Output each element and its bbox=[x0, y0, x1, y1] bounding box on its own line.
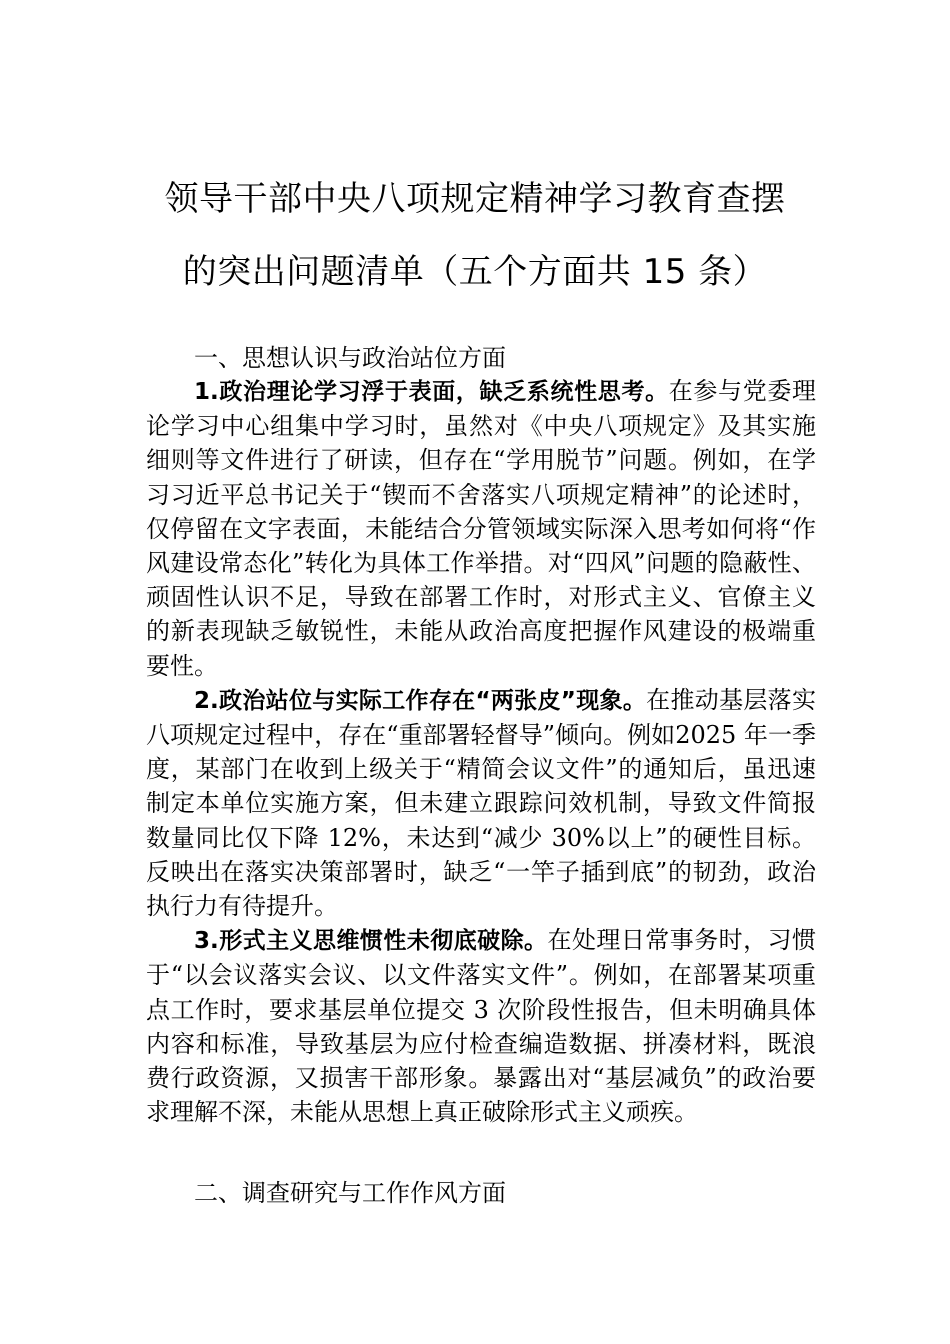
issue-item-1-text: 在参与党委理论学习中心组集中学习时，虽然对《中央八项规定》及其实施细则等文件进行了研读，但存在“学用脱节”问题。例如，在学习习近平总书记关于“锲而不舍落实八项规定精神”的论述时，仅停留在文字表面，未能结合分管领域实际深入思考如何将“作风建设常态化”转化为具体工作举措。对“四风”问题的隐蔽性、顽固性认识不足，导致在部署工作时，对形式主义、官僚主义的新表现缺乏敏锐性，未能从政治高度把握作风建设的极端重要性。 bbox=[146, 377, 816, 680]
issue-item-3-lead: 3.形式主义思维惯性未彻底破除。 bbox=[194, 928, 548, 955]
issue-item-3 bbox=[146, 923, 816, 1129]
section-heading-1: 一、思想认识与政治站位方面 bbox=[194, 344, 506, 372]
document-title-line-2: 的突出问题清单（五个方面共 15 条） bbox=[182, 252, 768, 292]
issue-list bbox=[146, 374, 816, 1129]
document-title-line-1: 领导干部中央八项规定精神学习教育查摆 bbox=[164, 179, 786, 219]
issue-item-2 bbox=[146, 683, 816, 923]
issue-item-2-text: 在推动基层落实八项规定过程中，存在“重部署轻督导”倾向。例如2025 年一季度，某部门在收到上级关于“精简会议文件”的通知后，虽迅速制定本单位实施方案，但未建立跟踪问效机制，导致文件简报数量同比仅下降 12%，未达到“减少 30%以上”的硬性目标。反映出在落实决策部署时，缺乏“一竿子插到底”的韧劲，政治执行力有待提升。 bbox=[146, 685, 816, 921]
issue-item-3-text: 在处理日常事务时，习惯于“以会议落实会议、以文件落实文件”。例如，在部署某项重点工作时，要求基层单位提交 3 次阶段性报告，但未明确具体内容和标准，导致基层为应付检查编造数据、拼凑材料，既浪费行政资源，又损害干部形象。暴露出对“基层减负”的政治要求理解不深，未能从思想上真正破除形式主义顽疾。 bbox=[146, 926, 816, 1127]
issue-item-1-lead: 1.政治理论学习浮于表面，缺乏系统性思考。 bbox=[194, 379, 669, 405]
section-heading-2: 二、调查研究与工作作风方面 bbox=[194, 1179, 506, 1207]
issue-item-2-lead: 2.政治站位与实际工作存在“两张皮”现象。 bbox=[194, 687, 647, 714]
issue-item-1 bbox=[146, 374, 816, 683]
